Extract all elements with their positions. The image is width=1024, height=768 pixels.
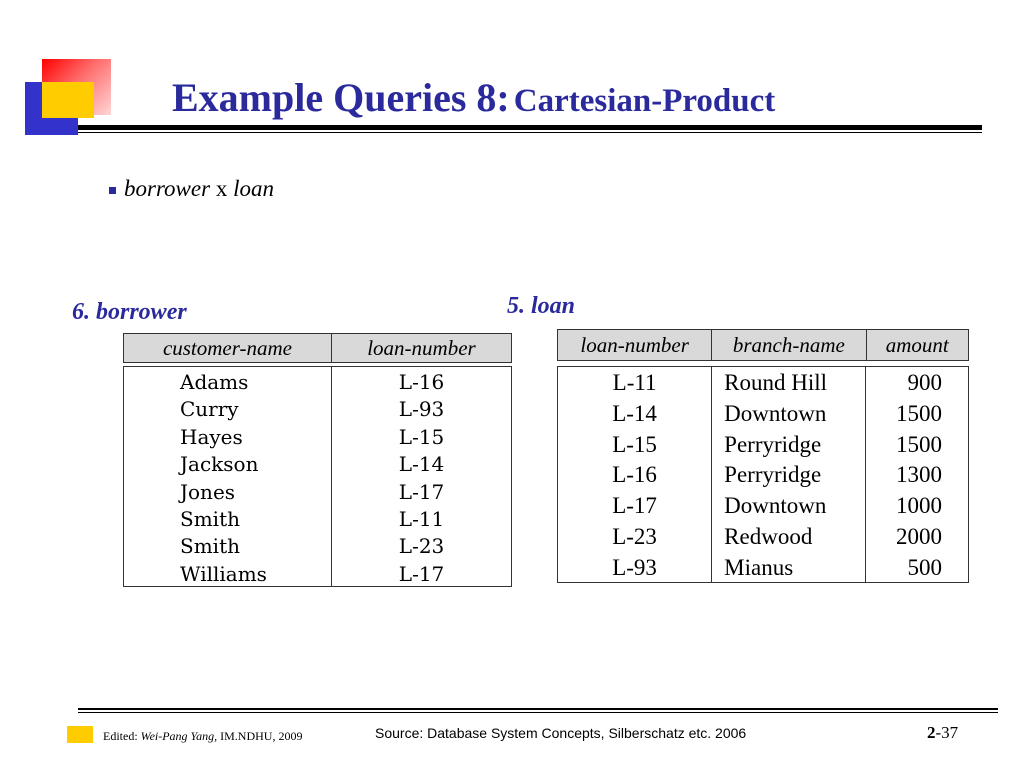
table-cell: Smith: [180, 506, 240, 531]
table-cell: Williams: [180, 561, 267, 586]
table-cell: 1300: [896, 462, 942, 488]
table-cell: 1500: [896, 400, 942, 426]
footer-source: Source: Database System Concepts, Silberschatz etc. 2006: [375, 725, 747, 741]
column-header: branch-name: [711, 330, 865, 360]
table-cell: L-17: [398, 561, 445, 586]
table-cell: Jones: [180, 479, 236, 504]
loan-table-header: [557, 329, 969, 361]
table-cell: L-17: [398, 479, 445, 504]
table-cell: Downtown: [724, 400, 827, 426]
column-header: amount: [866, 330, 969, 360]
footer-logo-square: [67, 726, 93, 743]
borrower-caption: 6. borrower: [72, 299, 187, 325]
footer-edited: [103, 729, 302, 744]
table-cell: L-15: [612, 431, 657, 457]
slide-title: [172, 74, 775, 121]
title-divider-thick: [78, 125, 982, 130]
footer-org: IM.NDHU, 2009: [220, 729, 303, 743]
table-cell: Hayes: [180, 424, 243, 449]
table-cell: Round Hill: [724, 370, 828, 395]
table-cell: Perryridge: [724, 431, 822, 457]
loan-caption: 5. loan: [507, 293, 576, 319]
table-cell: 1000: [896, 493, 942, 519]
slide-number: -37: [935, 723, 959, 742]
table-cell: 1500: [896, 431, 942, 457]
table-cell: Redwood: [724, 523, 813, 549]
table-cell: L-17: [612, 493, 657, 519]
borrower-table-body: [123, 366, 512, 587]
table-cell: 500: [907, 554, 942, 580]
table-cell: 2000: [896, 523, 942, 549]
table-cell: Downtown: [724, 493, 827, 519]
column-header: loan-number: [580, 332, 689, 357]
logo-yellow-square: [42, 82, 94, 118]
slide-title-sub: Cartesian-Product: [513, 83, 776, 119]
bullet-right-relation: loan: [233, 176, 274, 201]
branch-name-column: [711, 367, 865, 582]
table-cell: L-16: [398, 370, 445, 394]
table-cell: Mianus: [724, 554, 794, 580]
table-cell: L-23: [612, 523, 657, 549]
chapter-number: 2: [927, 723, 936, 742]
slide-title-main: Example Queries 8:: [172, 75, 510, 120]
loan-table-body: [557, 366, 969, 583]
table-cell: L-11: [612, 370, 657, 395]
table-cell: L-14: [398, 452, 445, 477]
table-cell: L-14: [612, 400, 657, 426]
borrower-customer-column: [124, 367, 331, 586]
borrower-loan-number-column: [331, 367, 511, 586]
table-cell: L-93: [612, 554, 657, 580]
amount-column: [865, 367, 968, 582]
borrower-table-header: [123, 333, 512, 363]
footer-divider-thick: [78, 708, 998, 710]
bullet-text: [124, 176, 274, 202]
table-cell: L-11: [398, 506, 445, 531]
column-header: loan-number: [331, 334, 511, 362]
bullet-square-icon: [109, 187, 116, 194]
table-cell: Jackson: [180, 452, 259, 477]
table-cell: Smith: [180, 534, 240, 559]
table-cell: L-16: [612, 462, 657, 488]
page-number: [927, 723, 958, 743]
table-cell: L-23: [398, 534, 445, 559]
column-header: customer-name: [162, 335, 292, 360]
footer-edited-label: Edited:: [103, 729, 138, 743]
bullet-operator: x: [215, 176, 228, 201]
bullet-left-relation: borrower: [124, 176, 211, 201]
table-cell: Curry: [180, 397, 239, 422]
table-cell: 900: [907, 370, 942, 395]
table-cell: Perryridge: [724, 462, 822, 488]
footer-divider-thin: [78, 712, 998, 713]
table-cell: Adams: [180, 370, 249, 394]
table-cell: L-93: [398, 397, 445, 422]
loan-number-column: [558, 367, 711, 582]
table-cell: L-15: [398, 424, 445, 449]
footer-editor: Wei-Pang Yang,: [140, 729, 218, 743]
title-divider-thin: [78, 132, 982, 133]
